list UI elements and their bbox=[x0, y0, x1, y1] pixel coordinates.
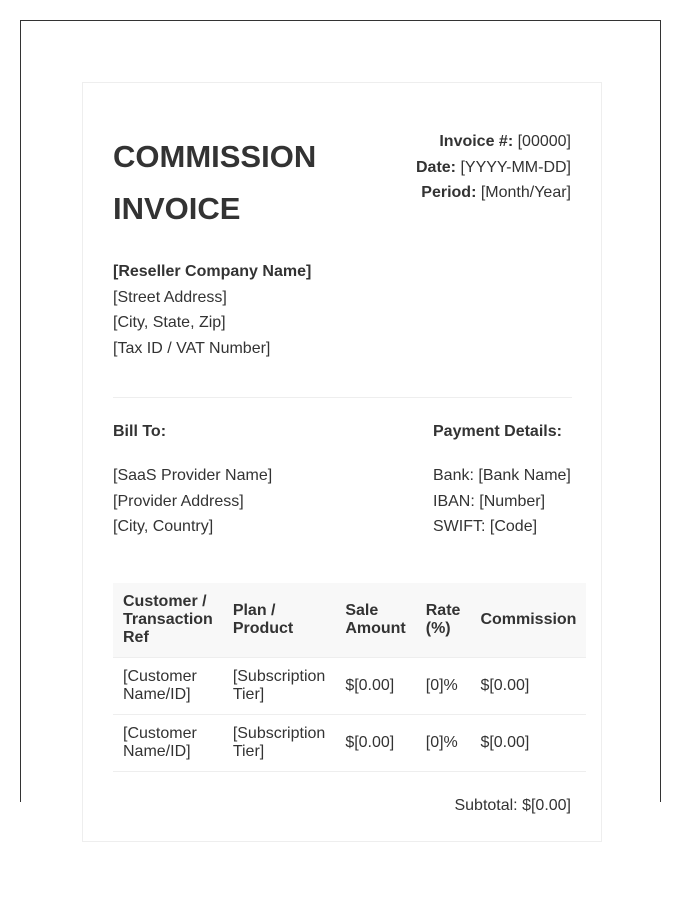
bank-line bbox=[433, 463, 593, 489]
cell-commission: $[0.00] bbox=[470, 658, 586, 715]
commission-table bbox=[113, 583, 586, 772]
invoice-meta bbox=[411, 129, 571, 206]
page-frame bbox=[20, 20, 661, 814]
provider-city: [City, Country] bbox=[113, 518, 214, 535]
bank-value: [Bank Name] bbox=[478, 467, 571, 484]
invoice-date-value: [YYYY-MM-DD] bbox=[460, 158, 571, 176]
reseller-tax-id: [Tax ID / VAT Number] bbox=[113, 339, 271, 357]
column-header-commission: Commission bbox=[470, 583, 586, 658]
bank-label: Bank: bbox=[433, 467, 474, 484]
table-row bbox=[113, 715, 586, 772]
iban-line bbox=[433, 489, 593, 515]
reseller-street: [Street Address] bbox=[113, 288, 227, 306]
iban-label: IBAN: bbox=[433, 492, 475, 510]
column-header-customer: Customer / Transaction Ref bbox=[113, 583, 223, 658]
payment-details-section bbox=[433, 422, 593, 540]
invoice-sheet bbox=[82, 82, 602, 842]
cell-customer: [Customer Name/ID] bbox=[113, 658, 223, 715]
cell-sale-amount: $[0.00] bbox=[335, 715, 415, 772]
invoice-date-label: Date: bbox=[416, 158, 457, 176]
payment-details-heading: Payment Details: bbox=[433, 423, 562, 440]
column-header-sale-amount: Sale Amount bbox=[335, 583, 415, 658]
column-header-rate: Rate (%) bbox=[416, 583, 471, 658]
subtotal: Subtotal: $[0.00] bbox=[454, 797, 571, 814]
iban-value: [Number] bbox=[479, 492, 546, 510]
cell-plan: [Subscription Tier] bbox=[223, 658, 336, 715]
provider-address: [Provider Address] bbox=[113, 492, 244, 510]
invoice-period-label: Period: bbox=[421, 184, 477, 201]
bill-to-address bbox=[113, 463, 353, 540]
invoice-number bbox=[411, 129, 571, 155]
invoice-number-label: Invoice #: bbox=[439, 133, 514, 150]
invoice-number-value: [00000] bbox=[517, 133, 571, 150]
divider bbox=[113, 397, 572, 398]
cell-rate: [0]% bbox=[416, 658, 471, 715]
cell-rate: [0]% bbox=[416, 715, 471, 772]
cell-customer: [Customer Name/ID] bbox=[113, 715, 223, 772]
swift-label: SWIFT: bbox=[433, 518, 486, 535]
cell-commission: $[0.00] bbox=[470, 715, 586, 772]
payment-details-list bbox=[433, 463, 593, 540]
invoice-period bbox=[411, 180, 571, 206]
cell-plan: [Subscription Tier] bbox=[223, 715, 336, 772]
table-row bbox=[113, 658, 586, 715]
bill-to-section bbox=[113, 422, 353, 540]
reseller-name: [Reseller Company Name] bbox=[113, 263, 312, 280]
swift-value: [Code] bbox=[489, 518, 538, 535]
cell-sale-amount: $[0.00] bbox=[335, 658, 415, 715]
bill-to-heading: Bill To: bbox=[113, 423, 167, 440]
invoice-date bbox=[411, 155, 571, 181]
invoice-title: COMMISSION INVOICE bbox=[113, 139, 317, 226]
column-header-plan: Plan / Product bbox=[223, 583, 336, 658]
reseller-address bbox=[113, 259, 311, 361]
swift-line bbox=[433, 514, 593, 540]
table-header-row bbox=[113, 583, 586, 658]
provider-name: [SaaS Provider Name] bbox=[113, 467, 273, 484]
reseller-city: [City, State, Zip] bbox=[113, 314, 226, 331]
invoice-period-value: [Month/Year] bbox=[480, 184, 571, 201]
